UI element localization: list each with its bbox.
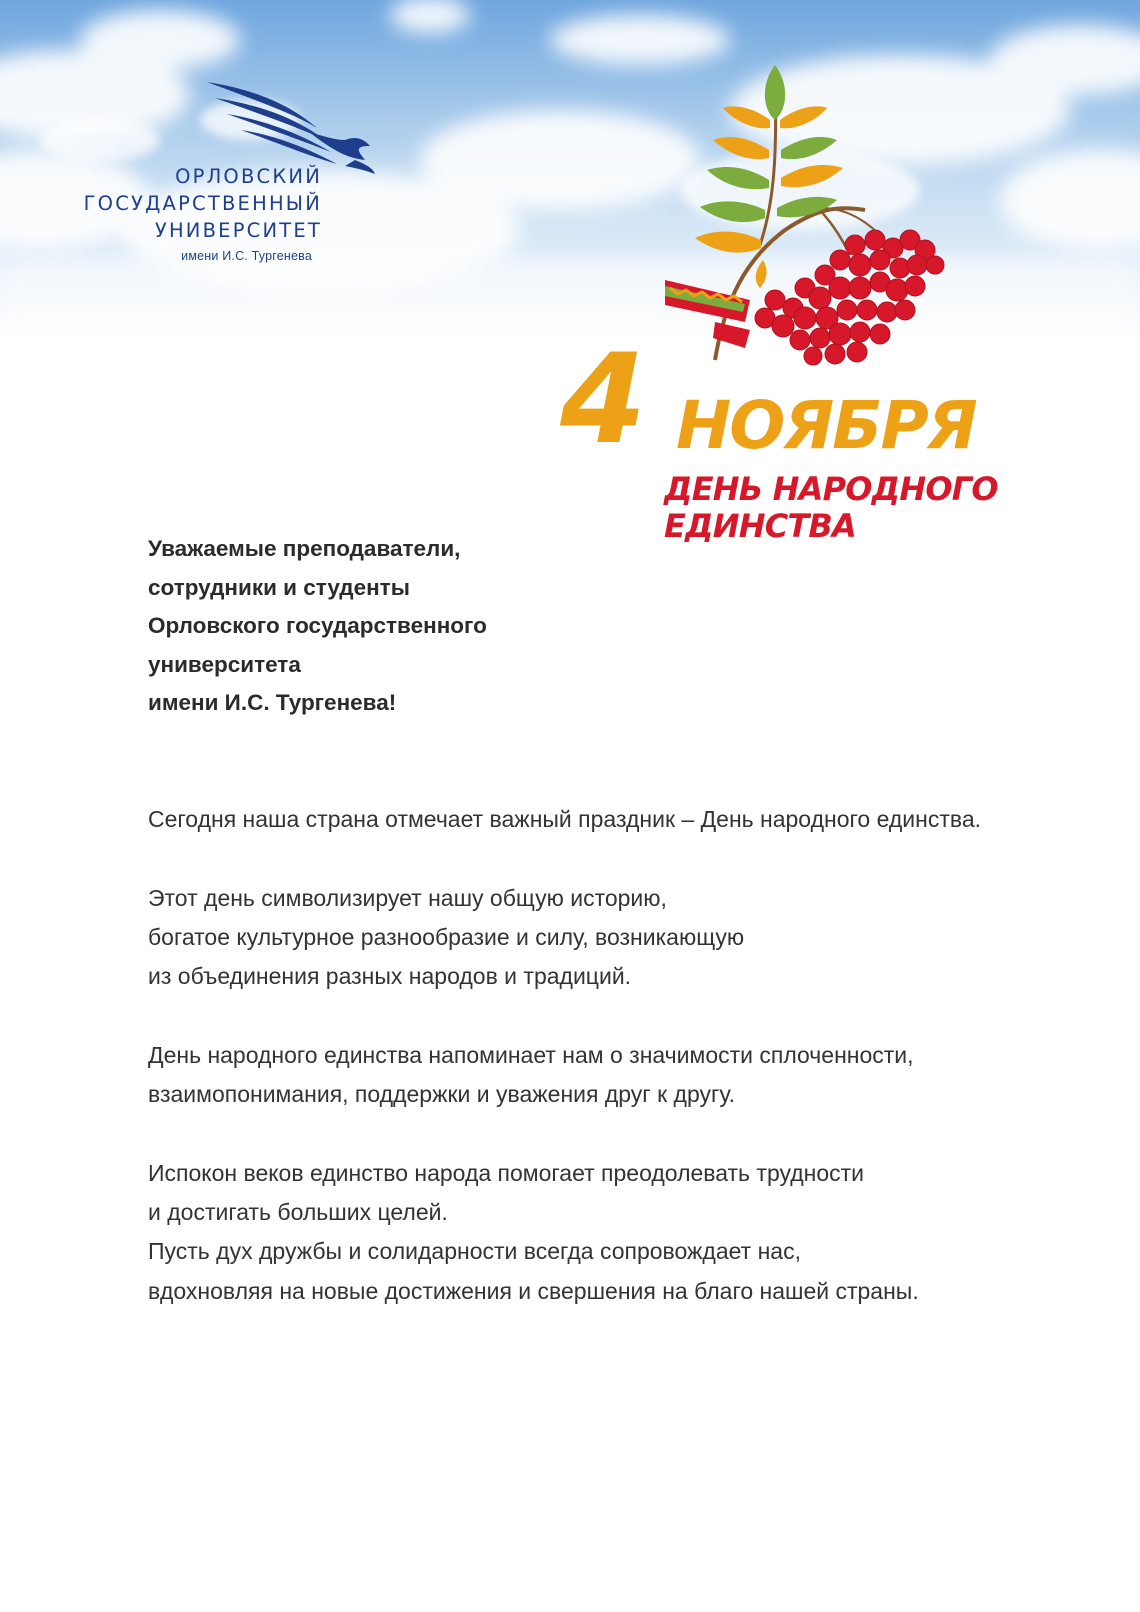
text-line: и достигать больших целей. [148, 1198, 448, 1225]
greeting-line: университета [148, 651, 301, 677]
text-line: из объединения разных народов и традиций. [148, 963, 632, 990]
greeting-line: Орловского государственного [148, 613, 487, 639]
paragraph [148, 1154, 1048, 1311]
text-line: вдохновляя на новые достижения и свершения на благо нашей страны. [148, 1277, 919, 1304]
paragraph [148, 800, 1048, 839]
paragraph [148, 879, 1048, 997]
text-line: Пусть дух дружбы и солидарности всегда сопровождает нас, [148, 1238, 801, 1265]
greeting-line: сотрудники и студенты [148, 574, 410, 600]
paragraph [148, 1036, 1048, 1115]
greeting-line: Уважаемые преподаватели, [148, 536, 461, 561]
text-line: День народного единства напоминает нам о значимости сплоченности, [148, 1041, 914, 1068]
holiday-title-line-2: ЕДИНСТВА [664, 507, 856, 545]
date-month: НОЯБРЯ [676, 387, 976, 464]
rowan-branch-icon [665, 60, 965, 370]
text-line: Этот день символизирует нашу общую историю, [148, 884, 667, 911]
logo-line-2: ГОСУДАРСТВЕННЫЙ [83, 192, 322, 215]
greeting-line: имени И.С. Тургенева! [148, 690, 397, 716]
logo-line-1: ОРЛОВСКИЙ [175, 165, 322, 188]
text-line: взаимопонимания, поддержки и уважения друг к другу. [148, 1081, 735, 1108]
text-line: Испокон веков единство народа помогает преодолевать трудности [148, 1159, 865, 1186]
letter-body [148, 800, 1048, 1350]
holiday-title [664, 471, 998, 545]
holiday-title-line-1: ДЕНЬ НАРОДНОГО [664, 470, 998, 508]
greeting-block [148, 530, 487, 723]
logo-subtitle: имени И.С. Тургенева [181, 249, 312, 263]
university-logo [60, 163, 322, 266]
date-day: 4 [560, 328, 643, 472]
text-line: Сегодня наша страна отмечает важный праздник – День народного единства. [148, 806, 982, 832]
logo-line-3: УНИВЕРСИТЕТ [154, 219, 322, 242]
text-line: богатое культурное разнообразие и силу, возникающую [148, 923, 745, 950]
